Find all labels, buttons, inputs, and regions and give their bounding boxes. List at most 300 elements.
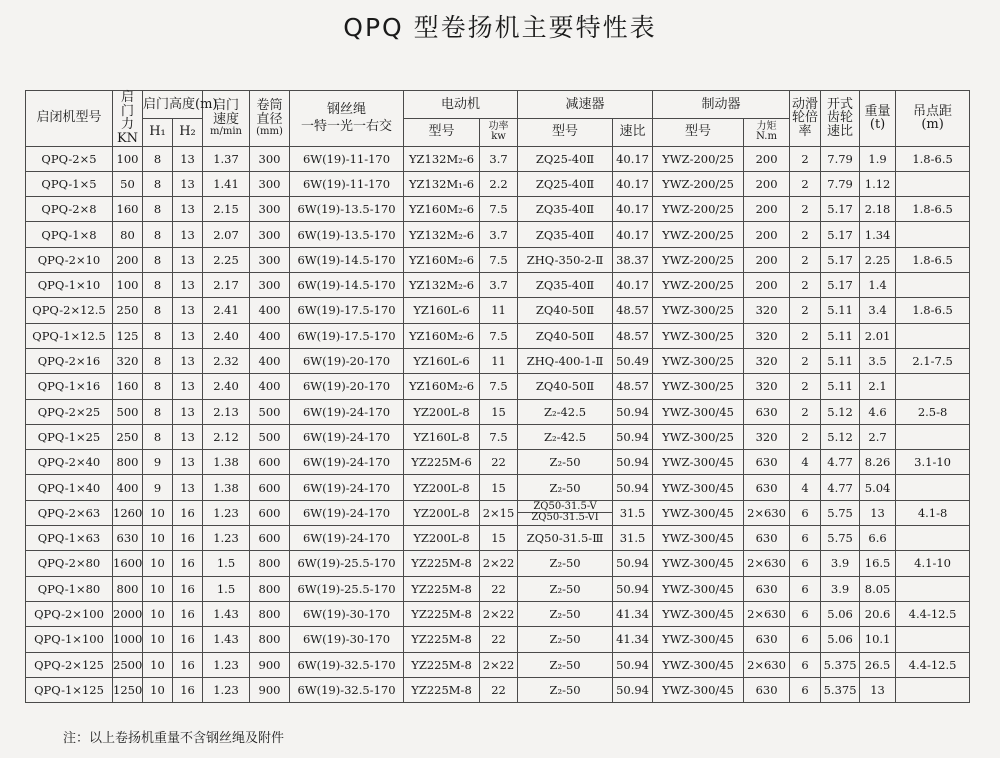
cell-h1: 10	[143, 677, 173, 702]
cell-motor-model: YZ225M-8	[404, 627, 480, 652]
cell-motor-model: YZ132M₂-6	[404, 146, 480, 171]
cell-capacity: 1000	[113, 627, 143, 652]
cell-rope: 6W(19)-24-170	[290, 526, 404, 551]
cell-pulley: 2	[790, 247, 821, 272]
cell-reducer-ratio: 50.94	[613, 677, 653, 702]
cell-capacity: 160	[113, 197, 143, 222]
cell-motor-power: 2×22	[480, 652, 518, 677]
cell-reducer-ratio: 48.57	[613, 298, 653, 323]
cell-reducer-ratio: 50.94	[613, 551, 653, 576]
cell-model: QPQ-1×125	[26, 677, 113, 702]
cell-rope: 6W(19)-20-170	[290, 374, 404, 399]
cell-h2: 16	[173, 601, 203, 626]
header-capacity-unit: KN	[116, 130, 139, 146]
cell-speed: 1.23	[203, 500, 250, 525]
cell-weight: 2.1	[860, 374, 896, 399]
cell-brake-model: YWZ-300/45	[653, 576, 744, 601]
cell-spacing	[896, 677, 970, 702]
cell-speed: 2.12	[203, 424, 250, 449]
cell-h1: 10	[143, 576, 173, 601]
cell-spacing: 1.8-6.5	[896, 247, 970, 272]
cell-motor-power: 7.5	[480, 323, 518, 348]
cell-brake-model: YWZ-200/25	[653, 171, 744, 196]
cell-capacity: 1250	[113, 677, 143, 702]
cell-brake-model: YWZ-300/45	[653, 627, 744, 652]
cell-pulley: 2	[790, 323, 821, 348]
cell-rope: 6W(19)-14.5-170	[290, 273, 404, 298]
cell-capacity: 630	[113, 526, 143, 551]
cell-h2: 16	[173, 576, 203, 601]
cell-brake-torque: 200	[744, 197, 790, 222]
header-reducer-ratio: 速比	[613, 118, 653, 146]
cell-drum: 600	[250, 526, 290, 551]
cell-model: QPQ-1×16	[26, 374, 113, 399]
cell-pulley: 2	[790, 171, 821, 196]
cell-capacity: 160	[113, 374, 143, 399]
cell-gear: 4.77	[821, 450, 860, 475]
cell-brake-torque: 200	[744, 273, 790, 298]
cell-capacity: 800	[113, 576, 143, 601]
cell-weight: 3.4	[860, 298, 896, 323]
cell-pulley: 6	[790, 601, 821, 626]
cell-motor-model: YZ225M-8	[404, 576, 480, 601]
cell-brake-model: YWZ-300/45	[653, 450, 744, 475]
table-row	[26, 273, 970, 298]
table-header	[26, 91, 970, 147]
cell-brake-torque: 320	[744, 323, 790, 348]
cell-motor-model: YZ160M₂-6	[404, 323, 480, 348]
cell-speed: 1.43	[203, 627, 250, 652]
cell-gear: 5.17	[821, 197, 860, 222]
cell-gear: 5.17	[821, 273, 860, 298]
cell-model: QPQ-2×80	[26, 551, 113, 576]
table-row	[26, 146, 970, 171]
cell-pulley: 6	[790, 627, 821, 652]
header-speed-unit: m/min	[210, 125, 242, 137]
cell-rope: 6W(19)-13.5-170	[290, 222, 404, 247]
cell-reducer-model: ZQ25-40Ⅱ	[518, 146, 613, 171]
cell-spacing: 2.1-7.5	[896, 348, 970, 373]
cell-capacity: 50	[113, 171, 143, 196]
table-row	[26, 399, 970, 424]
cell-weight: 8.26	[860, 450, 896, 475]
cell-reducer-model: Z₂-50	[518, 627, 613, 652]
cell-motor-power: 2×15	[480, 500, 518, 525]
cell-model: QPQ-2×63	[26, 500, 113, 525]
cell-rope: 6W(19)-24-170	[290, 424, 404, 449]
cell-gear: 5.17	[821, 247, 860, 272]
cell-reducer-model: ZQ40-50Ⅱ	[518, 298, 613, 323]
cell-h1: 8	[143, 298, 173, 323]
cell-model: QPQ-1×80	[26, 576, 113, 601]
cell-motor-power: 22	[480, 627, 518, 652]
header-motor-power	[480, 118, 518, 146]
cell-drum: 300	[250, 273, 290, 298]
cell-motor-model: YZ225M-8	[404, 652, 480, 677]
header-spacing-unit: (m)	[921, 117, 944, 133]
cell-reducer-model: Z₂-50	[518, 475, 613, 500]
cell-brake-model: YWZ-300/45	[653, 399, 744, 424]
cell-motor-power: 11	[480, 298, 518, 323]
cell-reducer-ratio: 40.17	[613, 222, 653, 247]
cell-pulley: 2	[790, 399, 821, 424]
cell-speed: 2.41	[203, 298, 250, 323]
cell-brake-torque: 200	[744, 222, 790, 247]
header-model: 启闭机型号	[26, 91, 113, 147]
cell-drum: 500	[250, 424, 290, 449]
cell-rope: 6W(19)-17.5-170	[290, 298, 404, 323]
header-weight-label: 重量	[864, 103, 891, 119]
cell-motor-model: YZ200L-8	[404, 500, 480, 525]
cell-spacing: 4.1-8	[896, 500, 970, 525]
header-spacing	[896, 91, 970, 147]
cell-motor-power: 15	[480, 526, 518, 551]
cell-h2: 16	[173, 526, 203, 551]
cell-motor-model: YZ160L-8	[404, 424, 480, 449]
cell-h2: 13	[173, 298, 203, 323]
header-reducer-model: 型号	[518, 118, 613, 146]
cell-capacity: 250	[113, 298, 143, 323]
cell-reducer-model: ZQ35-40Ⅱ	[518, 197, 613, 222]
cell-brake-torque: 2×630	[744, 500, 790, 525]
cell-model: QPQ-1×5	[26, 171, 113, 196]
cell-model: QPQ-1×10	[26, 273, 113, 298]
table-row	[26, 450, 970, 475]
cell-drum: 800	[250, 627, 290, 652]
cell-brake-torque: 320	[744, 298, 790, 323]
cell-brake-model: YWZ-300/45	[653, 677, 744, 702]
header-capacity	[113, 91, 143, 147]
cell-h2: 13	[173, 374, 203, 399]
cell-capacity: 2000	[113, 601, 143, 626]
cell-reducer-ratio: 40.17	[613, 197, 653, 222]
cell-brake-model: YWZ-200/25	[653, 197, 744, 222]
cell-capacity: 1600	[113, 551, 143, 576]
cell-reducer-ratio: 40.17	[613, 273, 653, 298]
cell-gear: 5.11	[821, 323, 860, 348]
cell-drum: 300	[250, 171, 290, 196]
cell-h1: 9	[143, 450, 173, 475]
cell-speed: 2.40	[203, 374, 250, 399]
cell-gear: 3.9	[821, 551, 860, 576]
cell-motor-power: 7.5	[480, 424, 518, 449]
cell-reducer-ratio: 50.94	[613, 652, 653, 677]
cell-h1: 9	[143, 475, 173, 500]
table-row	[26, 627, 970, 652]
cell-drum: 600	[250, 475, 290, 500]
cell-weight: 1.9	[860, 146, 896, 171]
cell-speed: 2.07	[203, 222, 250, 247]
cell-gear: 5.17	[821, 222, 860, 247]
header-speed-label: 启门速度	[213, 98, 240, 128]
cell-rope: 6W(19)-24-170	[290, 475, 404, 500]
cell-reducer-ratio: 50.49	[613, 348, 653, 373]
cell-model: QPQ-2×100	[26, 601, 113, 626]
table-row	[26, 551, 970, 576]
cell-rope: 6W(19)-25.5-170	[290, 551, 404, 576]
cell-motor-power: 7.5	[480, 374, 518, 399]
cell-h2: 13	[173, 424, 203, 449]
cell-weight: 10.1	[860, 627, 896, 652]
cell-brake-torque: 200	[744, 146, 790, 171]
header-drum-label: 卷筒直径	[256, 98, 283, 128]
cell-reducer-model	[518, 500, 613, 525]
cell-model: QPQ-2×12.5	[26, 298, 113, 323]
cell-drum: 300	[250, 222, 290, 247]
cell-spacing: 3.1-10	[896, 450, 970, 475]
cell-pulley: 2	[790, 348, 821, 373]
cell-spacing: 1.8-6.5	[896, 146, 970, 171]
cell-drum: 400	[250, 323, 290, 348]
header-gear: 开式齿轮速比	[821, 91, 860, 147]
cell-reducer-model: Z₂-50	[518, 551, 613, 576]
cell-brake-model: YWZ-300/45	[653, 475, 744, 500]
header-motor-power-label: 功率	[488, 120, 509, 132]
cell-reducer-ratio: 50.94	[613, 450, 653, 475]
header-motor: 电动机	[404, 91, 518, 119]
cell-model: QPQ-2×16	[26, 348, 113, 373]
cell-h1: 10	[143, 500, 173, 525]
cell-motor-model: YZ225M-8	[404, 551, 480, 576]
table-row	[26, 222, 970, 247]
table-row	[26, 601, 970, 626]
cell-weight: 20.6	[860, 601, 896, 626]
cell-pulley: 6	[790, 576, 821, 601]
cell-model: QPQ-1×63	[26, 526, 113, 551]
cell-spacing	[896, 171, 970, 196]
cell-gear: 5.375	[821, 652, 860, 677]
table-row	[26, 323, 970, 348]
cell-capacity: 200	[113, 247, 143, 272]
cell-h2: 13	[173, 197, 203, 222]
cell-line: ZQ50-31.5-VI	[531, 512, 599, 524]
cell-brake-model: YWZ-300/25	[653, 374, 744, 399]
page-title: QPQ 型卷扬机主要特性表	[343, 13, 657, 42]
cell-reducer-model: Z₂-50	[518, 601, 613, 626]
cell-drum: 600	[250, 500, 290, 525]
table-row	[26, 171, 970, 196]
cell-drum: 600	[250, 450, 290, 475]
cell-weight: 1.4	[860, 273, 896, 298]
cell-brake-torque: 630	[744, 576, 790, 601]
header-spacing-label: 吊点距	[913, 103, 953, 119]
cell-gear: 5.06	[821, 627, 860, 652]
cell-brake-model: YWZ-300/45	[653, 601, 744, 626]
cell-weight: 5.04	[860, 475, 896, 500]
cell-reducer-model: Z₂-42.5	[518, 399, 613, 424]
cell-motor-model: YZ132M₁-6	[404, 171, 480, 196]
cell-brake-model: YWZ-200/25	[653, 247, 744, 272]
cell-h1: 10	[143, 526, 173, 551]
cell-drum: 800	[250, 576, 290, 601]
cell-pulley: 6	[790, 551, 821, 576]
cell-speed: 1.23	[203, 652, 250, 677]
cell-rope: 6W(19)-30-170	[290, 627, 404, 652]
table-row	[26, 677, 970, 702]
cell-pulley: 2	[790, 197, 821, 222]
cell-weight: 4.6	[860, 399, 896, 424]
cell-reducer-ratio: 48.57	[613, 323, 653, 348]
cell-speed: 2.25	[203, 247, 250, 272]
cell-gear: 5.11	[821, 348, 860, 373]
header-motor-power-unit: kw	[491, 131, 506, 143]
cell-spacing	[896, 374, 970, 399]
cell-pulley: 6	[790, 500, 821, 525]
cell-capacity: 2500	[113, 652, 143, 677]
cell-spacing: 4.1-10	[896, 551, 970, 576]
footnote: 注：以上卷扬机重量不含钢丝绳及附件	[63, 731, 285, 746]
header-brake-model: 型号	[653, 118, 744, 146]
cell-spacing	[896, 222, 970, 247]
cell-rope: 6W(19)-24-170	[290, 399, 404, 424]
cell-h2: 16	[173, 500, 203, 525]
cell-motor-power: 3.7	[480, 273, 518, 298]
cell-weight: 2.18	[860, 197, 896, 222]
cell-speed: 1.5	[203, 551, 250, 576]
cell-motor-power: 11	[480, 348, 518, 373]
cell-h2: 13	[173, 323, 203, 348]
cell-h2: 13	[173, 273, 203, 298]
cell-reducer-model: ZQ40-50Ⅱ	[518, 374, 613, 399]
cell-brake-model: YWZ-300/25	[653, 323, 744, 348]
cell-rope: 6W(19)-20-170	[290, 348, 404, 373]
cell-brake-torque: 200	[744, 171, 790, 196]
cell-weight: 3.5	[860, 348, 896, 373]
table-row	[26, 500, 970, 525]
cell-h2: 13	[173, 171, 203, 196]
cell-h2: 16	[173, 652, 203, 677]
cell-gear: 4.77	[821, 475, 860, 500]
cell-reducer-ratio: 31.5	[613, 500, 653, 525]
spec-table	[25, 90, 970, 703]
cell-pulley: 2	[790, 374, 821, 399]
cell-model: QPQ-1×8	[26, 222, 113, 247]
cell-rope: 6W(19)-32.5-170	[290, 677, 404, 702]
cell-drum: 800	[250, 601, 290, 626]
cell-capacity: 500	[113, 399, 143, 424]
cell-weight: 16.5	[860, 551, 896, 576]
header-brake-torque	[744, 118, 790, 146]
cell-h2: 16	[173, 677, 203, 702]
cell-reducer-model: Z₂-50	[518, 652, 613, 677]
header-pulley: 动滑轮倍率	[790, 91, 821, 147]
cell-brake-model: YWZ-300/25	[653, 348, 744, 373]
header-reducer: 减速器	[518, 91, 653, 119]
cell-weight: 13	[860, 677, 896, 702]
cell-reducer-ratio: 31.5	[613, 526, 653, 551]
cell-spacing	[896, 627, 970, 652]
cell-h1: 8	[143, 424, 173, 449]
cell-drum: 300	[250, 146, 290, 171]
cell-rope: 6W(19)-11-170	[290, 146, 404, 171]
cell-weight: 26.5	[860, 652, 896, 677]
cell-h2: 13	[173, 348, 203, 373]
table-row	[26, 526, 970, 551]
cell-motor-power: 3.7	[480, 222, 518, 247]
header-rope-label: 钢丝绳	[327, 102, 367, 118]
cell-brake-torque: 630	[744, 450, 790, 475]
cell-reducer-model: ZQ40-50Ⅱ	[518, 323, 613, 348]
cell-reducer-ratio: 40.17	[613, 171, 653, 196]
header-weight-unit: (t)	[869, 117, 886, 133]
table-row	[26, 298, 970, 323]
cell-pulley: 6	[790, 652, 821, 677]
cell-drum: 500	[250, 399, 290, 424]
cell-weight: 8.05	[860, 576, 896, 601]
cell-h1: 10	[143, 601, 173, 626]
cell-model: QPQ-2×10	[26, 247, 113, 272]
cell-reducer-model: Z₂-50	[518, 450, 613, 475]
cell-drum: 800	[250, 551, 290, 576]
cell-brake-model: YWZ-300/45	[653, 551, 744, 576]
cell-drum: 400	[250, 348, 290, 373]
cell-gear: 5.12	[821, 424, 860, 449]
cell-motor-power: 2×22	[480, 551, 518, 576]
cell-speed: 1.43	[203, 601, 250, 626]
header-capacity-label: 启门力	[120, 90, 134, 133]
cell-motor-model: YZ160M₂-6	[404, 247, 480, 272]
cell-drum: 300	[250, 247, 290, 272]
cell-brake-torque: 630	[744, 475, 790, 500]
cell-motor-power: 2.2	[480, 171, 518, 196]
cell-pulley: 2	[790, 273, 821, 298]
cell-h1: 8	[143, 197, 173, 222]
cell-brake-torque: 2×630	[744, 551, 790, 576]
cell-brake-model: YWZ-200/25	[653, 146, 744, 171]
cell-reducer-ratio: 41.34	[613, 627, 653, 652]
cell-brake-torque: 630	[744, 399, 790, 424]
cell-speed: 1.23	[203, 677, 250, 702]
cell-brake-model: YWZ-300/45	[653, 652, 744, 677]
cell-motor-model: YZ225M-8	[404, 601, 480, 626]
cell-motor-power: 15	[480, 399, 518, 424]
table-row	[26, 197, 970, 222]
cell-h2: 13	[173, 222, 203, 247]
cell-drum: 900	[250, 677, 290, 702]
header-brake: 制动器	[653, 91, 790, 119]
cell-reducer-model: ZQ35-40Ⅱ	[518, 222, 613, 247]
cell-drum: 300	[250, 197, 290, 222]
cell-brake-model: YWZ-300/25	[653, 424, 744, 449]
cell-speed: 1.23	[203, 526, 250, 551]
cell-motor-power: 22	[480, 450, 518, 475]
header-weight	[860, 91, 896, 147]
cell-h2: 16	[173, 551, 203, 576]
cell-pulley: 6	[790, 677, 821, 702]
cell-reducer-model: ZHQ-400-1-Ⅱ	[518, 348, 613, 373]
cell-weight: 13	[860, 500, 896, 525]
cell-capacity: 80	[113, 222, 143, 247]
cell-h2: 13	[173, 146, 203, 171]
cell-motor-model: YZ225M-8	[404, 677, 480, 702]
header-drum	[250, 91, 290, 147]
cell-reducer-model: ZQ25-40Ⅱ	[518, 171, 613, 196]
cell-speed: 2.17	[203, 273, 250, 298]
cell-weight: 2.7	[860, 424, 896, 449]
cell-rope: 6W(19)-14.5-170	[290, 247, 404, 272]
cell-reducer-model: ZQ50-31.5-Ⅲ	[518, 526, 613, 551]
cell-brake-torque: 2×630	[744, 601, 790, 626]
cell-motor-power: 3.7	[480, 146, 518, 171]
cell-rope: 6W(19)-11-170	[290, 171, 404, 196]
cell-h1: 8	[143, 146, 173, 171]
cell-reducer-model: Z₂-42.5	[518, 424, 613, 449]
cell-reducer-model: ZQ35-40Ⅱ	[518, 273, 613, 298]
cell-drum: 900	[250, 652, 290, 677]
cell-gear: 5.06	[821, 601, 860, 626]
cell-weight: 2.01	[860, 323, 896, 348]
cell-spacing: 4.4-12.5	[896, 601, 970, 626]
